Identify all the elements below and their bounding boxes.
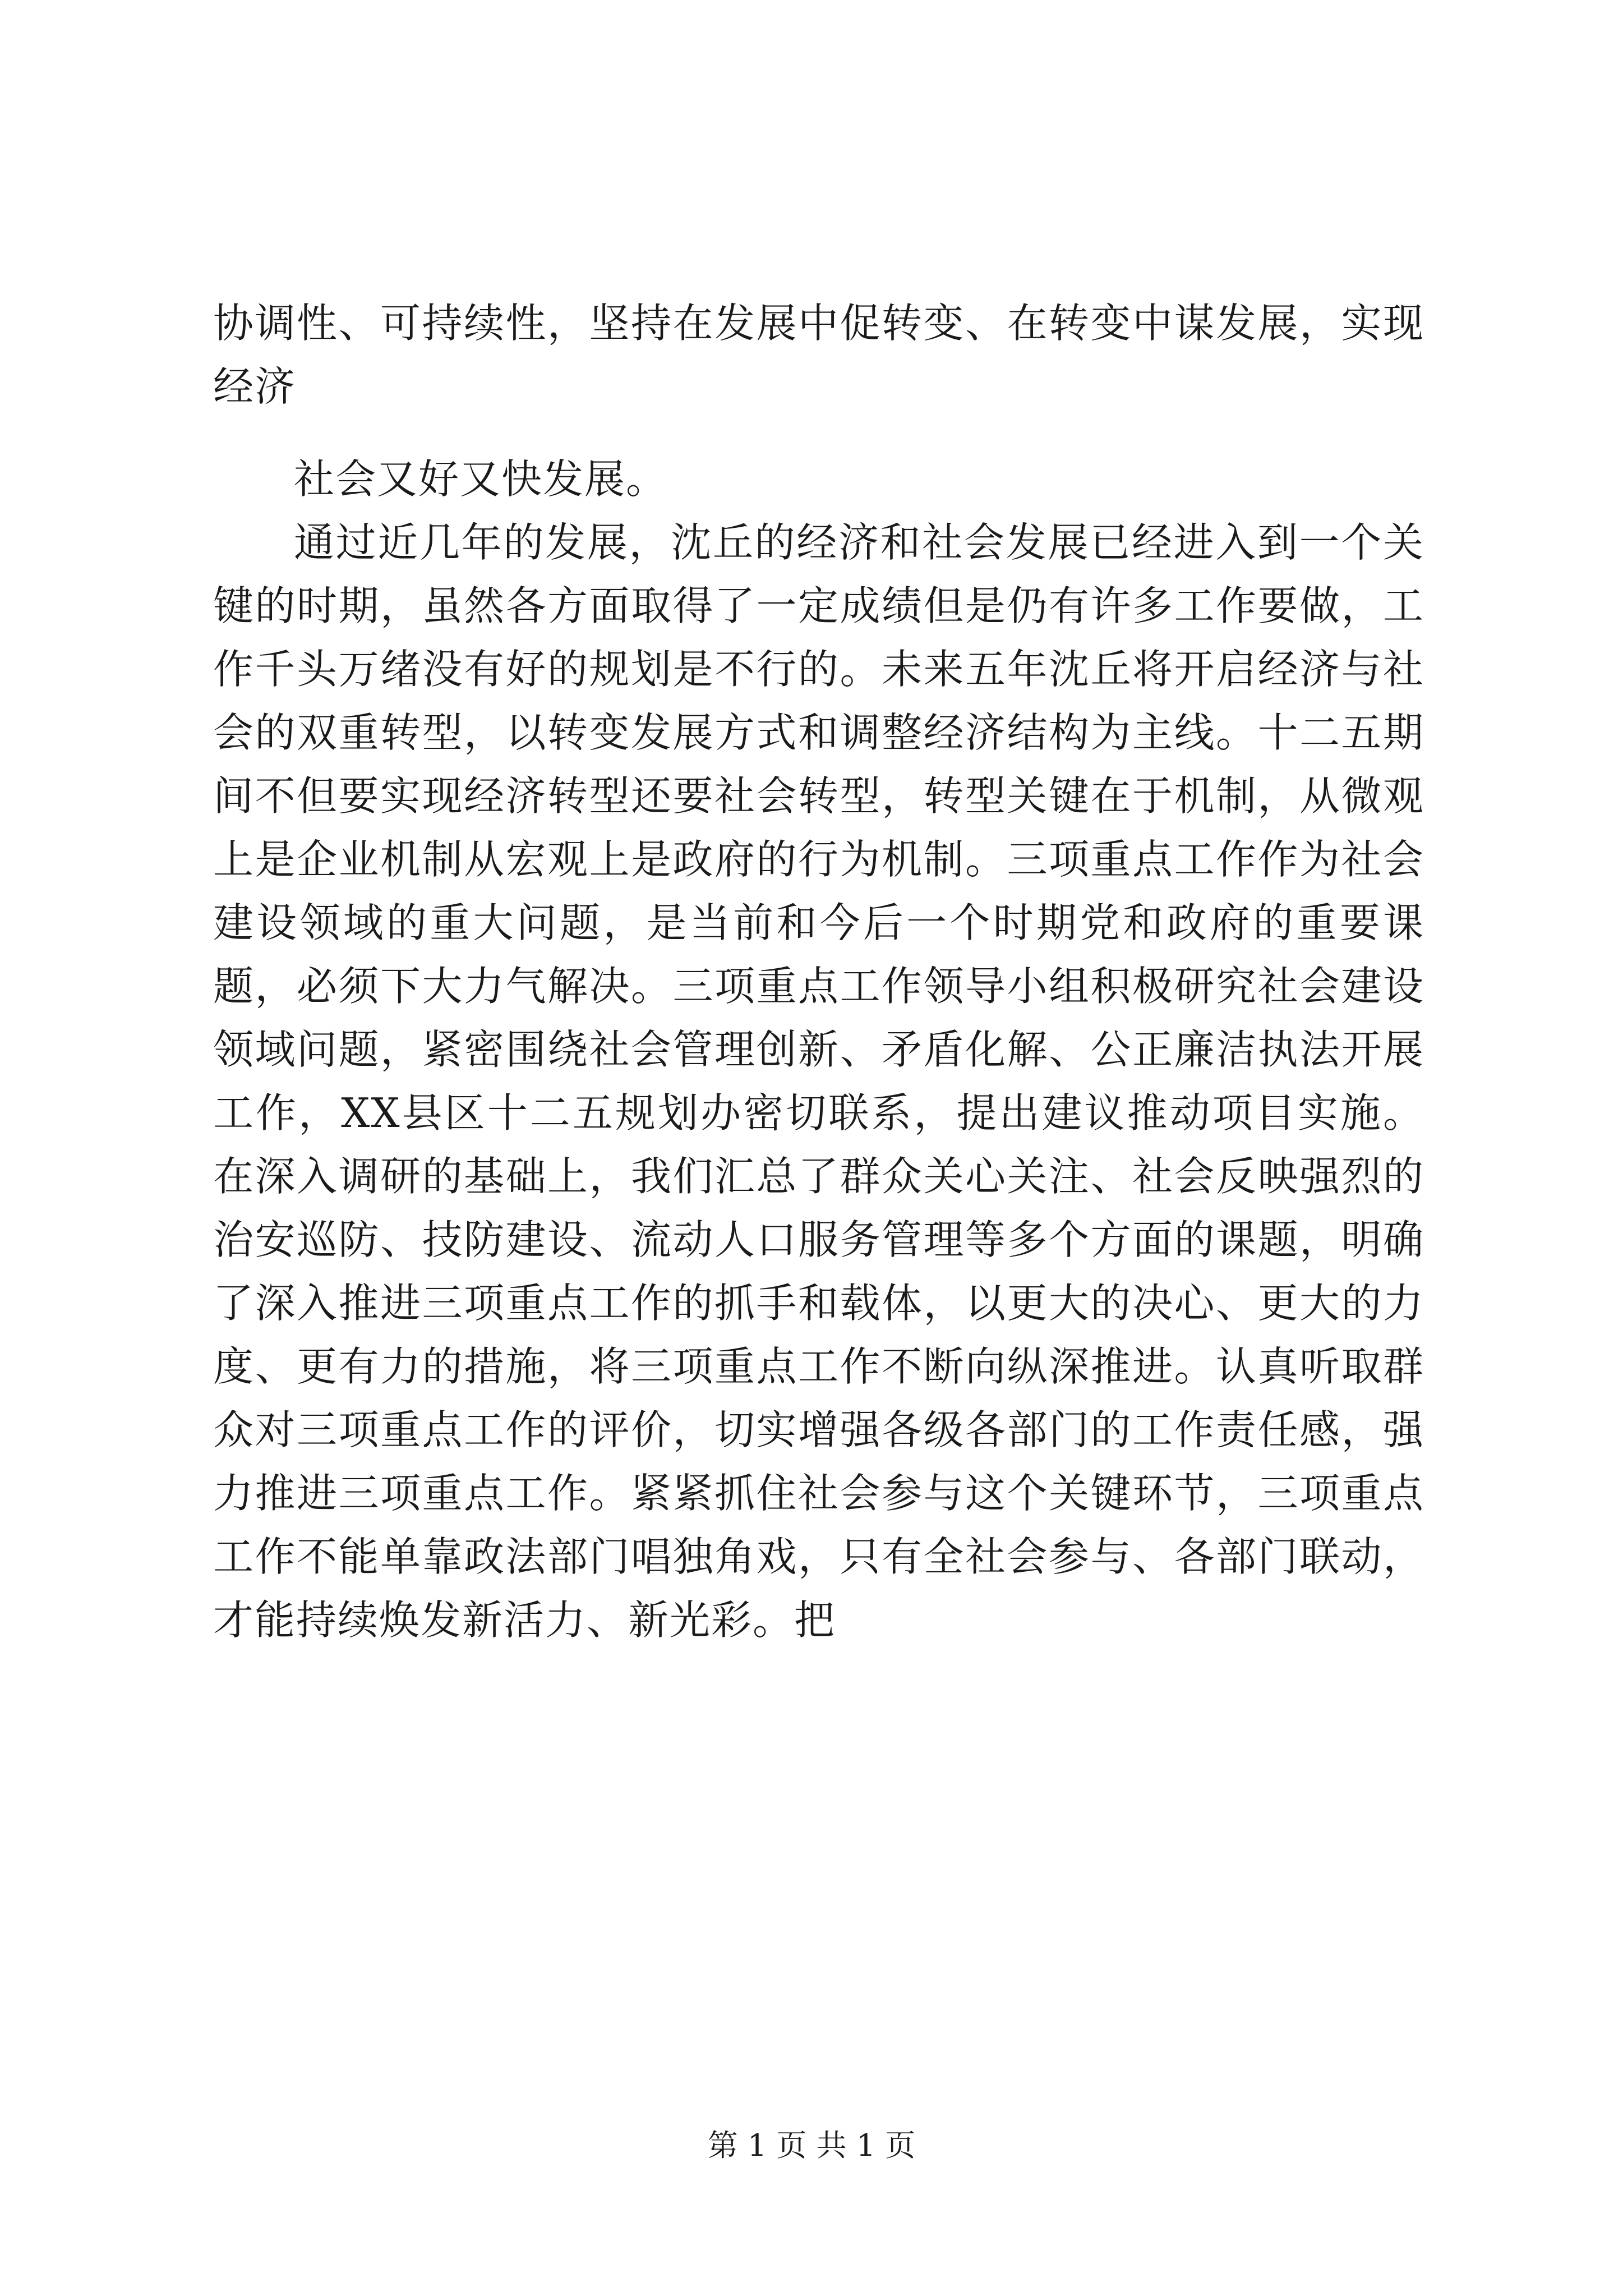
- paragraph-main: 通过近几年的发展，沈丘的经济和社会发展已经进入到一个关键的时期，虽然各方面取得了一定成绩但是仍有许多工作要做，工作千头万绪没有好的规划是不行的。未来五年沈丘将开启经济与社会的双重转型，以转变发展方式和调整经济结构为主线。十二五期间不但要实现经济转型还要社会转型，转型关键在于机制，从微观上是企业机制从宏观上是政府的行为机制。三项重点工作作为社会建设领域的重大问题，是当前和今后一个时期党和政府的重要课题，必须下大力气解决。三项重点工作领导小组积极研究社会建设领域问题，紧密围绕社会管理创新、矛盾化解、公正廉洁执法开展工作，XX县区十二五规划办密切联系，提出建议推动项目实施。在深入调研的基础上，我们汇总了群众关心关注、社会反映强烈的治安巡防、技防建设、流动人口服务管理等多个方面的课题，明确了深入推进三项重点工作的抓手和载体，以更大的决心、更大的力度、更有力的措施，将三项重点工作不断向纵深推进。认真听取群众对三项重点工作的评价，切实增强各级各部门的工作责任感，强力推进三项重点工作。紧紧抓住社会参与这个关键环节，三项重点工作不能单靠政法部门唱独角戏，只有全社会参与、各部门联动，才能持续焕发新活力、新光彩。把: [213, 519, 1424, 1644]
- paragraph-continuation: 协调性、可持续性，坚持在发展中促转变、在转变中谋发展，实现经济: [213, 300, 1424, 410]
- document-body: [213, 292, 1424, 1681]
- page-number-footer: 第 1 页 共 1 页: [707, 2128, 916, 2163]
- paragraph-closing-line: 社会又好又快发展。: [294, 455, 668, 503]
